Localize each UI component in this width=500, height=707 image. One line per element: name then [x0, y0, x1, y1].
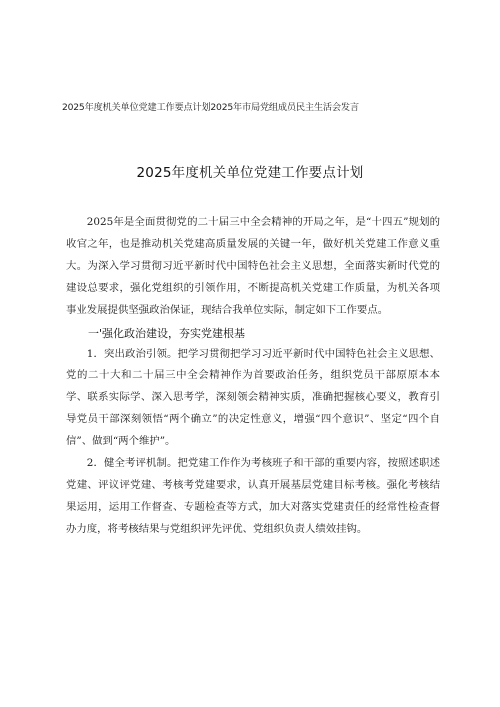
section-1-item-1: 1．突出政治引领。把学习贯彻把学习习近平新时代中国特色社会主义思想、党的二十大和二十届三中全会精神作为首要政治任务，组织党员干部原原本本学、联系实际学、深入思考学，深刻领会精神实质，准确把握核心要义，教育引导党员干部深刻领悟“两个确立”的决定性意义，增强“四个意识”、坚定“四个自信”、做到“两个维护”。 [66, 347, 440, 448]
section-heading-1: 一'强化政治建设，夯实党建根基 [88, 326, 246, 340]
document-title: 2025年度机关单位党建工作要点计划 [136, 165, 364, 181]
running-header: 2025年度机关单位党建工作要点计划2025年市局党组成员民主生活会发言 [62, 102, 359, 113]
document-body [66, 212, 440, 541]
section-1-item-2: 2．健全考评机制。把党建工作作为考核班子和干部的重要内容，按照述职述党建、评议评党建、考核考党建要求，认真开展基层党建目标考核。强化考核结果运用，运用工作督查、专题检查等方式，加大对落实党建责任的经常性检查督办力度，将考核结果与党组织评先评优、党组织负责人绩效挂钩。 [66, 457, 440, 535]
intro-paragraph: 2025年是全面贯彻党的二十届三中全会精神的开局之年，是“十四五”规划的收官之年，也是推动机关党建高质量发展的关键一年，做好机关党建工作意义重大。为深入学习贯彻习近平新时代中国特色社会主义思想，全面落实新时代党的建设总要求，强化党组织的引领作用，不断提高机关党建工作质量，为机关各项事业发展提供坚强政治保证，现结合我单位实际，制定如下工作要点。 [66, 216, 440, 316]
